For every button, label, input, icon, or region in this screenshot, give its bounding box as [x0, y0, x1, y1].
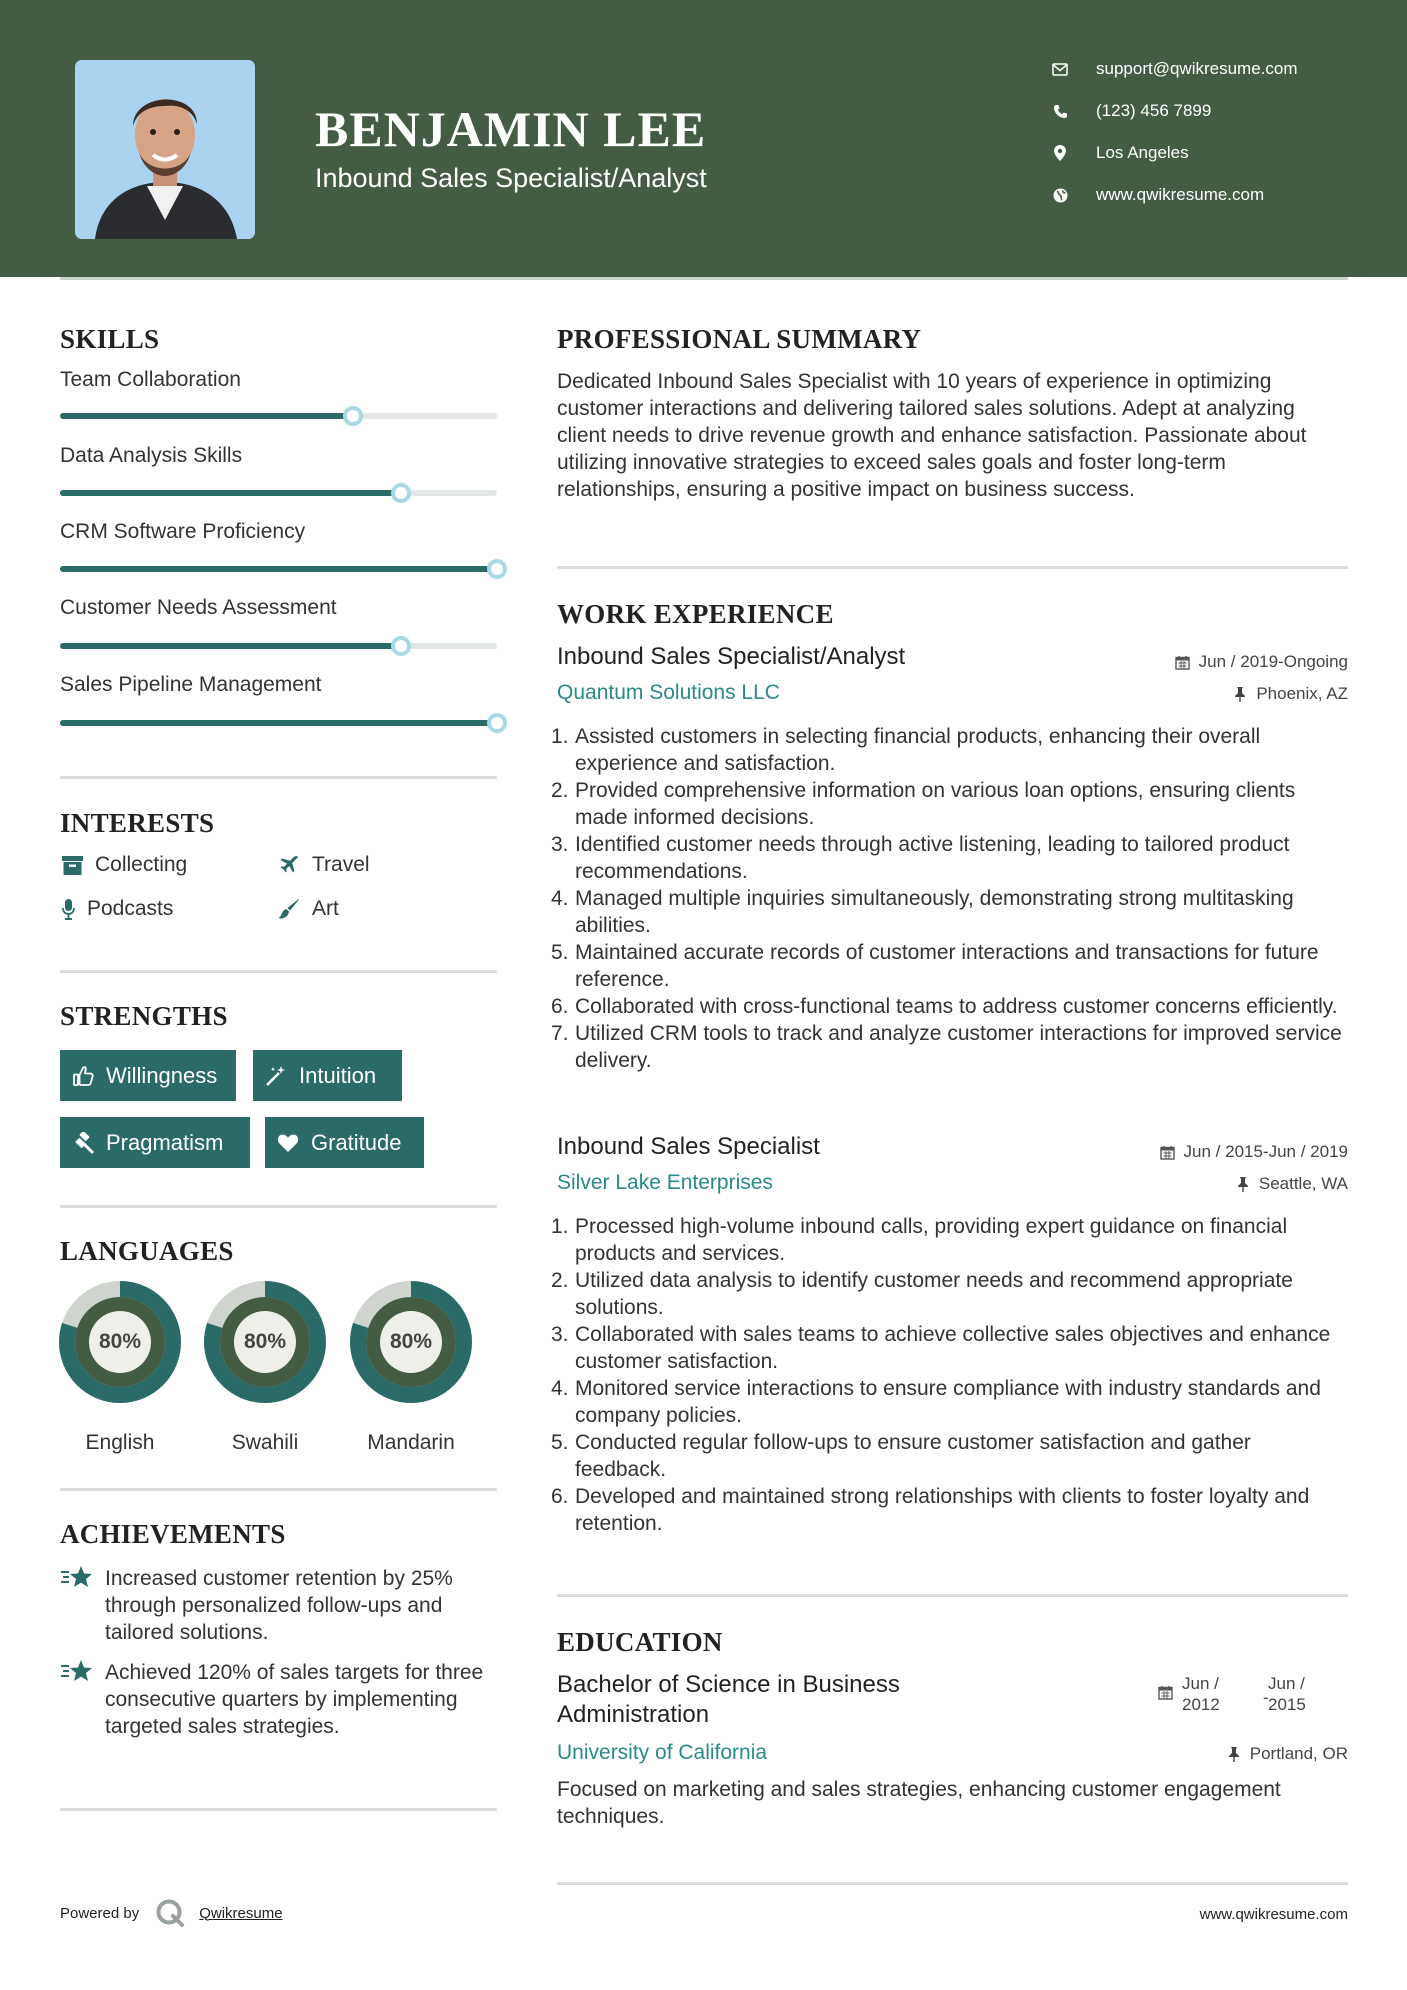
strength-badge [60, 1117, 250, 1168]
school-name: University of California [557, 1741, 768, 1764]
job-bullet-text: Collaborated with cross-functional teams to address customer concerns efficiently. [575, 995, 1338, 1018]
degree-title-line1: Bachelor of Science in Business [557, 1671, 900, 1698]
skill-bar [60, 566, 497, 572]
job-bullet-text: Managed multiple inquiries simultaneously, demonstrating strong multitasking abilities. [575, 887, 1294, 937]
microphone-icon [60, 897, 76, 921]
education-end-month: Jun / [1268, 1674, 1305, 1693]
skills-heading: SKILLS [60, 324, 160, 354]
language-ring [350, 1281, 472, 1403]
language-percent: 80% [380, 1311, 442, 1373]
skill-bar-knob [391, 636, 411, 656]
job-dates [1175, 652, 1348, 672]
job-bullet: 4. Managed multiple inquiries simultaneously, demonstrating strong multitasking abilities. [551, 887, 1294, 937]
job-bullets [551, 723, 1347, 1074]
job-bullet: 3. Identified customer needs through active listening, leading to tailored product recommendations. [551, 833, 1290, 883]
language-item [204, 1281, 326, 1454]
gavel-icon [71, 1131, 95, 1155]
job-bullet: 2. Utilized data analysis to identify customer needs and recommend appropriate solutions. [551, 1269, 1293, 1319]
contact-location [1050, 139, 1350, 167]
job-bullet: 6. Collaborated with cross-functional teams to address customer concerns efficiently. [551, 995, 1338, 1018]
achievement-item [60, 1565, 500, 1646]
skill-bar [60, 413, 497, 419]
section-divider [557, 566, 1348, 569]
job-bullet: 7. Utilized CRM tools to track and analyze customer interactions for improved service delivery. [551, 1022, 1342, 1072]
job-bullet: 5. Conducted regular follow-ups to ensure customer satisfaction and gather feedback. [551, 1431, 1251, 1481]
contact-location-text: Los Angeles [1096, 143, 1189, 162]
skill-bar-fill [60, 490, 401, 496]
skill-bar [60, 643, 497, 649]
job-dates [1160, 1142, 1348, 1162]
job-title: Inbound Sales Specialist [557, 1133, 820, 1160]
plane-icon [277, 853, 301, 877]
pushpin-icon [1232, 686, 1248, 702]
summary-text: Dedicated Inbound Sales Specialist with 10 years of experience in optimizing customer interactions and delivering tailored sales solutions. Adept at analyzing client needs to drive revenue growth and enhance satisfaction. Passionate about utilizing innovative strategies to exceed sales goals and foster long-term relationships, ensuring a positive impact on business success. [557, 370, 1307, 501]
job-company: Silver Lake Enterprises [557, 1171, 773, 1194]
skill-bar-knob [487, 559, 507, 579]
shooting-star-icon [60, 1657, 94, 1687]
map-pin-icon [1050, 143, 1070, 163]
language-name: Swahili [231, 1431, 299, 1454]
strength-badge [265, 1117, 424, 1168]
contact-email[interactable] [1050, 55, 1350, 83]
skill-bar-knob [343, 406, 363, 426]
job-bullet-text: Identified customer needs through active listening, leading to tailored product recommendations. [575, 833, 1290, 883]
interest-item [277, 897, 339, 921]
language-ring [204, 1281, 326, 1403]
strength-label: Gratitude [311, 1129, 402, 1155]
pushpin-icon [1235, 1176, 1251, 1192]
summary-heading: PROFESSIONAL SUMMARY [557, 324, 922, 354]
archive-icon [60, 853, 84, 877]
job-bullet: 1. Processed high-volume inbound calls, providing expert guidance on financial products and services. [551, 1215, 1288, 1265]
skill-bar-fill [60, 413, 353, 419]
footer-powered-by [60, 1898, 283, 1928]
footer-website[interactable]: www.qwikresume.com [1199, 1906, 1348, 1923]
skill-bar [60, 490, 497, 496]
job-bullet-text: Collaborated with sales teams to achieve collective sales objectives and enhance customer satisfaction. [575, 1323, 1331, 1373]
job-location [1232, 684, 1348, 704]
strength-label: Intuition [299, 1062, 377, 1088]
resume-header [0, 0, 1407, 277]
job-bullet-text: Maintained accurate records of customer interactions and transactions for future reference. [575, 941, 1319, 991]
skill-name: Sales Pipeline Management [60, 673, 322, 696]
achievement-text: Achieved 120% of sales targets for three consecutive quarters by implementing targeted sales strategies. [105, 1661, 484, 1738]
interest-label: Collecting [95, 853, 188, 876]
contact-email-text: support@qwikresume.com [1096, 59, 1298, 78]
qwikresume-logo-icon [155, 1898, 185, 1928]
header-divider [60, 277, 1348, 280]
skill-name: CRM Software Proficiency [60, 520, 306, 543]
job-bullets [551, 1213, 1347, 1537]
job-bullet-text: Monitored service interactions to ensure compliance with industry standards and company policies. [575, 1377, 1321, 1427]
calendar-icon [1158, 1684, 1174, 1700]
interest-item [277, 853, 370, 877]
candidate-name: BENJAMIN LEE [315, 101, 707, 157]
contact-website-text: www.qwikresume.com [1096, 185, 1265, 204]
interest-item [60, 853, 187, 877]
section-divider [60, 970, 497, 973]
calendar-icon [1160, 1144, 1176, 1160]
job-company: Quantum Solutions LLC [557, 681, 780, 704]
section-divider [60, 1488, 497, 1491]
job-bullet: 6. Developed and maintained strong relationships with clients to foster loyalty and retention. [551, 1485, 1310, 1535]
achievement-text: Increased customer retention by 25% through personalized follow-ups and tailored solutions. [105, 1567, 453, 1644]
skill-bar-fill [60, 566, 497, 572]
language-ring [59, 1281, 181, 1403]
section-divider [60, 1205, 497, 1208]
job-bullet: 1. Assisted customers in selecting financial products, enhancing their overall experience and satisfaction. [551, 725, 1261, 775]
profile-photo [75, 60, 255, 239]
language-name: English [85, 1431, 155, 1454]
section-divider [557, 1882, 1348, 1885]
language-item [59, 1281, 181, 1454]
skill-bar-knob [487, 713, 507, 733]
education-location-text: Portland, OR [1249, 1744, 1348, 1763]
paintbrush-icon [277, 897, 301, 921]
job-title: Inbound Sales Specialist/Analyst [557, 643, 906, 670]
education-heading: EDUCATION [557, 1627, 723, 1657]
section-divider [60, 776, 497, 779]
job-bullet-text: Utilized CRM tools to track and analyze customer interactions for improved service delivery. [575, 1022, 1342, 1072]
achievement-item [60, 1659, 500, 1740]
brand-link[interactable]: Qwikresume [199, 1904, 283, 1922]
skill-name: Data Analysis Skills [60, 444, 243, 467]
job-location-text: Phoenix, AZ [1256, 684, 1348, 703]
contact-phone-text: (123) 456 7899 [1096, 101, 1212, 120]
job-bullet-text: Developed and maintained strong relationships with clients to foster loyalty and retention. [575, 1485, 1310, 1535]
section-divider [60, 1808, 497, 1811]
job-bullet-text: Utilized data analysis to identify customer needs and recommend appropriate solutions. [575, 1269, 1293, 1319]
thumbs-up-icon [71, 1064, 95, 1088]
education-date-separator: - [1263, 1688, 1269, 1707]
interests-heading: INTERESTS [60, 808, 215, 838]
education-start-year: 2012 [1182, 1695, 1220, 1714]
interest-label: Art [312, 897, 339, 920]
job-bullet: 3. Collaborated with sales teams to achieve collective sales objectives and enhance customer satisfaction. [551, 1323, 1331, 1373]
shooting-star-icon [60, 1563, 94, 1593]
achievements-heading: ACHIEVEMENTS [60, 1519, 286, 1549]
job-location-text: Seattle, WA [1258, 1174, 1348, 1193]
education-end-year: 2015 [1268, 1695, 1306, 1714]
education-location [1226, 1744, 1348, 1764]
skill-bar-fill [60, 720, 497, 726]
strength-label: Willingness [106, 1062, 218, 1088]
heart-icon [276, 1131, 300, 1155]
interest-label: Travel [312, 853, 370, 876]
languages-heading: LANGUAGES [60, 1236, 234, 1266]
section-divider [557, 1594, 1348, 1597]
phone-icon [1050, 101, 1070, 121]
skill-bar [60, 720, 497, 726]
interest-item [60, 897, 173, 921]
strengths-heading: STRENGTHS [60, 1001, 228, 1031]
job-bullet-text: Conducted regular follow-ups to ensure customer satisfaction and gather feedback. [575, 1431, 1251, 1481]
job-bullet: 4. Monitored service interactions to ensure compliance with industry standards and company policies. [551, 1377, 1321, 1427]
job-location [1235, 1174, 1348, 1194]
language-percent: 80% [234, 1311, 296, 1373]
experience-heading: WORK EXPERIENCE [557, 599, 834, 629]
job-dates-text: Jun / 2015-Jun / 2019 [1183, 1142, 1348, 1161]
strength-label: Pragmatism [106, 1129, 224, 1155]
calendar-icon [1175, 654, 1191, 670]
job-dates-text: Jun / 2019-Ongoing [1198, 652, 1348, 671]
skill-bar-fill [60, 643, 401, 649]
education-description: Focused on marketing and sales strategies, enhancing customer engagement techniques. [557, 1778, 1281, 1828]
language-item [350, 1281, 472, 1454]
globe-icon [1050, 185, 1070, 205]
skill-name: Customer Needs Assessment [60, 596, 337, 619]
job-bullet-text: Processed high-volume inbound calls, providing expert guidance on financial products and services. [575, 1215, 1288, 1265]
interest-label: Podcasts [87, 897, 174, 920]
language-percent: 80% [89, 1311, 151, 1373]
education-dates [1158, 1673, 1348, 1717]
language-name: Mandarin [367, 1431, 455, 1454]
powered-by-label: Powered by [60, 1904, 140, 1922]
job-bullet-text: Assisted customers in selecting financial products, enhancing their overall experience and satisfaction. [575, 725, 1261, 775]
job-bullet-text: Provided comprehensive information on various loan options, ensuring clients made informed decisions. [575, 779, 1296, 829]
skill-name: Team Collaboration [60, 368, 241, 391]
candidate-title: Inbound Sales Specialist/Analyst [315, 163, 707, 193]
job-bullet: 5. Maintained accurate records of customer interactions and transactions for future reference. [551, 941, 1319, 991]
degree-title-line2: Administration [557, 1701, 710, 1728]
education-start-month: Jun / [1182, 1674, 1219, 1693]
strength-badge [60, 1050, 236, 1101]
strength-badge [253, 1050, 402, 1101]
skill-bar-knob [391, 483, 411, 503]
contact-website[interactable] [1050, 181, 1350, 209]
job-bullet: 2. Provided comprehensive information on various loan options, ensuring clients made informed decisions. [551, 779, 1296, 829]
magic-wand-icon [264, 1064, 288, 1088]
pushpin-icon [1226, 1746, 1242, 1762]
envelope-icon [1050, 59, 1070, 79]
contact-phone[interactable] [1050, 97, 1350, 125]
